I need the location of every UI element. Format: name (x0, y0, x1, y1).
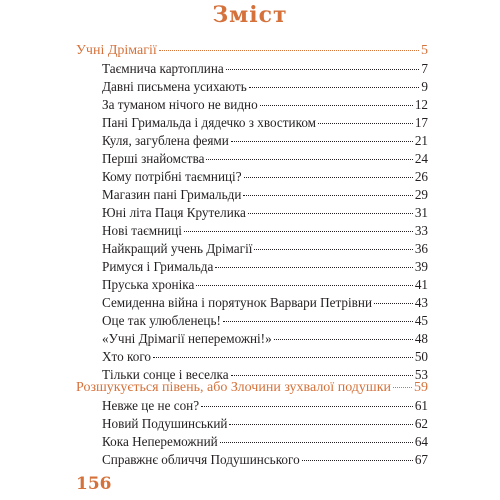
toc-entry[interactable] (102, 295, 428, 311)
dot-leader (220, 442, 413, 443)
toc-entry-title: Куля, загублена феями (102, 133, 229, 148)
dot-leader (302, 460, 413, 461)
toc-entry[interactable] (102, 313, 428, 329)
toc-page-number: 43 (414, 295, 428, 310)
toc-entry[interactable] (102, 79, 428, 95)
dot-leader (374, 303, 413, 304)
toc-page-number: 64 (414, 434, 428, 449)
dot-leader (226, 69, 420, 70)
toc-entry[interactable] (102, 434, 428, 450)
dot-leader (274, 339, 413, 340)
toc-entry-title: Новий Подушинський (102, 416, 228, 431)
toc-entry-title: Таємнича картоплина (102, 61, 224, 76)
toc-page-number: 45 (414, 313, 428, 328)
toc-entry-title: Римуся і Гримальда (102, 259, 214, 274)
dot-leader (196, 285, 412, 286)
dot-leader (243, 195, 412, 196)
toc-entry-title: Перші знайомства (102, 151, 205, 166)
toc-entry[interactable] (102, 133, 428, 149)
toc-entry[interactable] (102, 115, 428, 131)
toc-section-title: Розшукується півень, або Злочини зухвалої подушки (76, 380, 391, 395)
toc-entry-title: Семиденна війна і порятунок Варвари Петрівни (102, 295, 373, 310)
toc-section-title: Учні Дрімагії (76, 43, 157, 58)
dot-leader (248, 213, 413, 214)
toc-entry[interactable] (102, 169, 428, 185)
toc-page-number: 48 (414, 331, 428, 346)
toc-page-number: 31 (414, 205, 428, 220)
dot-leader (393, 387, 412, 388)
toc-entry-title: За туманом нічого не видно (102, 97, 258, 112)
toc-entry[interactable] (102, 97, 428, 113)
dot-leader (159, 50, 419, 51)
page-title: Зміст (212, 2, 288, 28)
toc-entry-title: Давні письмена усихають (102, 79, 247, 94)
toc-page-number: 62 (414, 416, 428, 431)
toc-page-number: 50 (414, 349, 428, 364)
dot-leader (318, 123, 413, 124)
dot-leader (206, 159, 412, 160)
toc-entry-title: Нові таємниці (102, 223, 182, 238)
dot-leader (201, 406, 413, 407)
toc-entry[interactable] (102, 223, 428, 239)
toc-page-number: 26 (414, 169, 428, 184)
toc-page-number: 53 (414, 367, 428, 382)
toc-page-number: 17 (414, 115, 428, 130)
toc-entry[interactable] (102, 416, 428, 432)
dot-leader (249, 87, 420, 88)
toc-entry[interactable] (102, 277, 428, 293)
dot-leader (229, 424, 412, 425)
toc-page-number: 59 (414, 380, 428, 395)
toc-entry-title: Пані Гримальда і дядечко з хвостиком (102, 115, 317, 130)
dot-leader (231, 375, 413, 376)
dot-leader (254, 249, 412, 250)
toc-entry-title: Справжнє обличчя Подушинського (102, 452, 300, 467)
toc-entry[interactable] (102, 331, 428, 347)
toc-entry-title: Кока Непереможний (102, 434, 218, 449)
dot-leader (223, 321, 413, 322)
toc-page-number: 5 (421, 43, 428, 58)
toc-entry[interactable] (102, 349, 428, 365)
toc-entry[interactable] (102, 61, 428, 77)
toc-page-number: 36 (414, 241, 428, 256)
toc-entry-title: Невже це не сон? (102, 398, 200, 413)
toc-entry-title: Юні літа Паця Крутелика (102, 205, 246, 220)
toc-entry-title: «Учні Дрімагії непереможні!» (102, 331, 272, 346)
toc-page-number: 61 (414, 398, 428, 413)
toc-page-number: 39 (414, 259, 428, 274)
toc-entry-title: Кому потрібні таємниці? (102, 169, 242, 184)
toc-entry[interactable] (102, 187, 428, 203)
toc-page-number: 24 (414, 151, 428, 166)
toc-page-number: 7 (421, 61, 428, 76)
toc-entry-title: Магазин пані Гримальди (102, 187, 242, 202)
dot-leader (260, 105, 413, 106)
toc-page-number: 21 (414, 133, 428, 148)
toc-section-2[interactable] (76, 380, 428, 396)
dot-leader (153, 357, 413, 358)
dot-leader (244, 177, 413, 178)
toc-entry-title: Оце так улюбленець! (102, 313, 221, 328)
dot-leader (231, 141, 413, 142)
page-number: 156 (76, 474, 112, 494)
toc-entry[interactable] (102, 241, 428, 257)
toc-section-1[interactable] (76, 43, 428, 59)
dot-leader (184, 231, 413, 232)
toc-page-number: 9 (421, 79, 428, 94)
toc-page-number: 41 (414, 277, 428, 292)
toc-entry[interactable] (102, 398, 428, 414)
toc-entry-title: Хто кого (102, 349, 152, 364)
toc-page-number: 67 (414, 452, 428, 467)
toc-entry[interactable] (102, 452, 428, 468)
toc-entry[interactable] (102, 205, 428, 221)
toc-entry-title: Найкращий учень Дрімагії (102, 241, 253, 256)
dot-leader (215, 267, 412, 268)
toc-entry[interactable] (102, 151, 428, 167)
toc-page-number: 33 (414, 223, 428, 238)
toc-page-number: 29 (414, 187, 428, 202)
toc-entry-title: Пруська хроніка (102, 277, 195, 292)
toc-entry[interactable] (102, 259, 428, 275)
toc-page-number: 12 (414, 97, 428, 112)
toc-entry-title: Тільки сонце і веселка (102, 367, 229, 382)
